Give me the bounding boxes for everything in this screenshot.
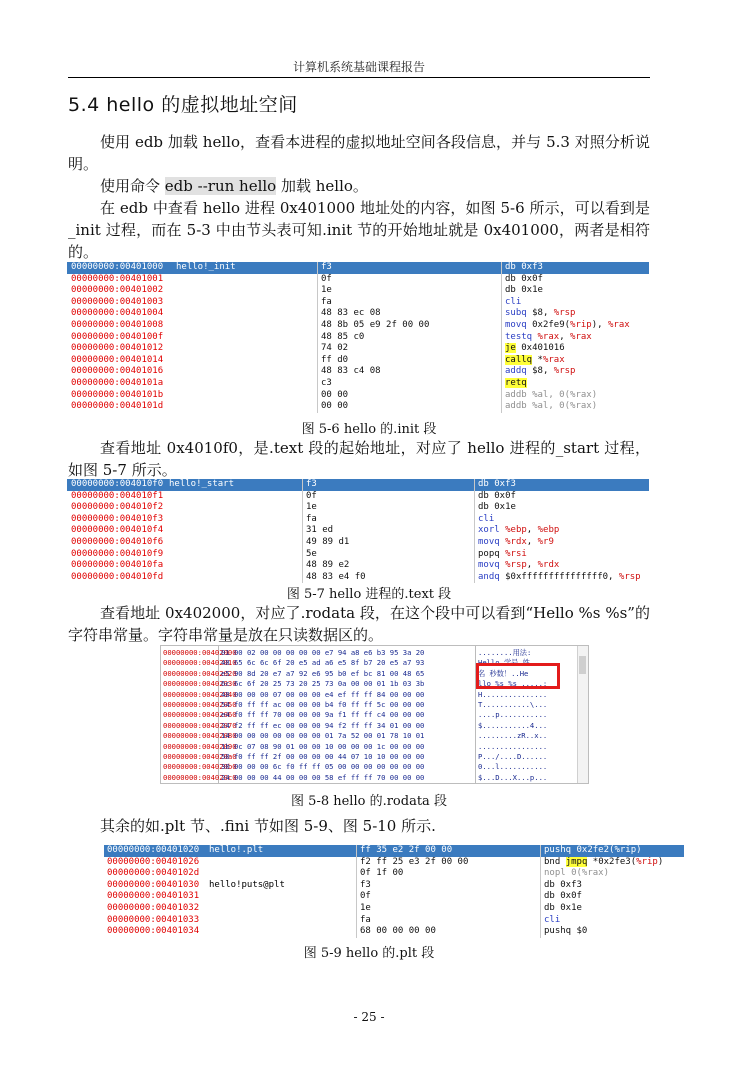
caption-fig-5-8: 图 5-8 hello 的.rodata 段 (291, 794, 447, 809)
instruction-cell (478, 502, 516, 514)
bytes-cell: fa (321, 296, 332, 307)
instruction-token: cli (478, 513, 495, 524)
caption-fig-5-7: 图 5-7 hello 进程的.text 段 (286, 587, 452, 602)
section-title: 5.4 hello 的虚拟地址空间 (68, 94, 298, 116)
bytes-cell: 49 89 d1 (306, 536, 350, 547)
instruction-token: db 0x1e (544, 902, 582, 913)
hex-address: 00000000:00402060 (163, 710, 237, 720)
address-cell: 00000000:00401001 (71, 273, 164, 284)
hexdump-row[interactable] (161, 773, 581, 783)
hex-bytes: 50 f0 ff ff 2f 00 00 00 00 44 07 10 10 00 00 00 (221, 752, 425, 761)
instruction-cell (505, 355, 565, 367)
hexdump-row[interactable] (161, 690, 581, 700)
hex-ascii: H............... (478, 689, 548, 699)
paragraph-other: 其余的如.plt 节、.fini 节如图 5-9、图 5-10 所示. (100, 817, 436, 835)
bytes-cell: 1e (306, 502, 317, 513)
disasm-row[interactable] (67, 320, 649, 332)
disasm-row[interactable] (67, 297, 649, 309)
instruction-token: %ebp (537, 525, 560, 536)
address-cell: 00000000:004010f2 (71, 502, 164, 513)
hexdump-row[interactable] (161, 752, 581, 762)
paragraph-rodata: 查看地址 0x402000，对应了.rodata 段，在这个段中可以看到“Hello %s %s”的字符串常量。字符串常量是放在只读数据区的。 (68, 604, 650, 644)
header-rule (68, 77, 650, 78)
instruction-token: db 0x0f (505, 273, 543, 284)
bytes-cell: f2 ff 25 e3 2f 00 00 (360, 856, 469, 867)
instruction-token: *0x2fe3( (587, 856, 637, 867)
address-cell: 00000000:00401000 (71, 262, 164, 272)
instruction-token: addb %al, 0(%rax) (505, 401, 598, 412)
instruction-token: subq (505, 308, 527, 319)
disasm-row[interactable] (104, 868, 684, 880)
bytes-cell: 48 83 c4 08 (321, 366, 381, 377)
instruction-token: movq (505, 319, 527, 330)
bytes-cell: 1e (360, 902, 371, 913)
instruction-token: 0x401016 (515, 343, 565, 354)
instruction-token: nopl 0(%rax) (544, 868, 610, 879)
hex-bytes: 24 f2 ff ff ec 00 00 00 94 f2 ff ff 34 01 00 00 (221, 720, 425, 730)
address-cell: 00000000:0040101b (71, 389, 164, 400)
bytes-cell: 48 83 ec 08 (321, 308, 381, 319)
address-cell: 00000000:00401030 (107, 879, 200, 890)
hex-ascii: T...........\... (478, 700, 548, 709)
address-cell: 00000000:004010f9 (71, 548, 164, 559)
instruction-cell (544, 915, 560, 927)
hex-ascii: ....p........... (478, 710, 548, 720)
hex-ascii: P.../....D...... (478, 752, 548, 761)
instruction-token: %rsp (505, 560, 527, 571)
disasm-row[interactable] (67, 262, 649, 274)
init-disassembly (67, 262, 649, 413)
hex-bytes: 1b 0c 07 08 90 01 00 00 10 00 00 00 1c 00 00 00 (221, 741, 425, 751)
hex-bytes: 6c 6c 6f 20 25 73 20 25 73 0a 00 00 01 1b 03 3b (221, 679, 425, 689)
instruction-token: popq (478, 548, 500, 559)
address-cell: 00000000:00401032 (107, 902, 200, 913)
instruction-token: pushq 0x2fe2(%rip) (544, 845, 642, 855)
disasm-row[interactable] (104, 891, 684, 903)
hex-bytes: 54 f0 ff ff ac 00 00 00 b4 f0 ff ff 5c 00 00 00 (221, 700, 425, 709)
address-cell: 00000000:004010f3 (71, 513, 164, 524)
hex-ascii: $...........4... (478, 720, 548, 730)
instruction-token: * (532, 354, 543, 365)
instruction-cell (478, 514, 494, 526)
address-cell: 00000000:004010fd (71, 571, 164, 582)
symbol-label: hello!_start (169, 479, 235, 489)
hexdump-row[interactable] (161, 710, 581, 720)
hex-address: 00000000:00402020 (163, 668, 237, 678)
instruction-token: db 0x0f (544, 891, 582, 902)
bytes-cell: 0f (306, 490, 317, 501)
instruction-cell (478, 491, 516, 503)
caption-fig-5-9: 图 5-9 hello 的.plt 段 (303, 946, 435, 961)
symbol-label: hello!.plt (209, 845, 264, 855)
hex-ascii: Hello 学号 姓 (478, 658, 530, 668)
instruction-cell (544, 868, 609, 880)
address-cell: 00000000:00401034 (107, 926, 200, 937)
instruction-token: %rax (537, 331, 560, 342)
address-cell: 00000000:004010f1 (71, 490, 164, 501)
hexdump-row[interactable] (161, 721, 581, 731)
instruction-cell (505, 297, 521, 309)
instruction-token: db 0x0f (478, 490, 516, 501)
instruction-token: callq (505, 354, 533, 365)
instruction-token: %rsp (553, 308, 576, 319)
address-cell: 00000000:00401002 (71, 285, 164, 296)
hex-bytes: 24 00 00 00 44 00 00 00 58 ef ff ff 70 00 00 00 (221, 772, 425, 782)
instruction-cell (505, 308, 575, 320)
bytes-cell: c3 (321, 377, 332, 388)
disasm-row[interactable] (67, 502, 649, 514)
hex-address: 00000000:00402000 (163, 648, 237, 657)
instruction-cell (505, 390, 597, 402)
instruction-cell (505, 366, 575, 378)
hex-bytes: 48 00 00 00 07 00 00 00 e4 ef ff ff 84 00 00 00 (221, 689, 425, 699)
bytes-cell: f3 (360, 879, 371, 890)
page-number: - 25 - (353, 1010, 385, 1024)
disasm-row[interactable] (104, 915, 684, 927)
disasm-row[interactable] (67, 332, 649, 344)
instruction-token: cli (544, 914, 561, 925)
address-cell: 00000000:0040102d (107, 868, 200, 879)
hex-address: 00000000:00402070 (163, 720, 237, 730)
hex-bytes: 01 00 02 00 00 00 00 00 e7 94 a8 e6 b3 95 3a 20 (221, 648, 425, 657)
instruction-token: , (526, 560, 538, 571)
hex-address: 00000000:00402010 (163, 658, 237, 668)
instruction-token: andq (478, 571, 500, 582)
address-cell: 00000000:004010f6 (71, 536, 164, 547)
instruction-token: pushq $0 (544, 926, 588, 937)
instruction-token: %rax (542, 354, 565, 365)
bytes-cell: ff 35 e2 2f 00 00 (360, 845, 453, 855)
disasm-row[interactable] (67, 355, 649, 367)
bytes-cell: 31 ed (306, 525, 334, 536)
bytes-cell: 48 83 e4 f0 (306, 571, 366, 582)
instruction-token: %rax (570, 331, 592, 342)
hex-bytes: e5 90 8d 20 e7 a7 92 e6 95 b0 ef bc 81 00 48 65 (221, 668, 425, 678)
instruction-token: je (505, 343, 516, 354)
bytes-cell: 0f (321, 273, 332, 284)
instruction-token: addb %al, 0(%rax) (505, 389, 598, 400)
column-separator (474, 479, 475, 583)
running-header: 计算机系统基础课程报告 (292, 60, 425, 74)
hex-address: 00000000:004020b0 (163, 762, 237, 772)
hexdump-row[interactable] (161, 731, 581, 741)
paragraph-text: 查看地址 0x4010f0，是.text 段的起始地址，对应了 hello 进程的_start 过程，如图 5-7 所示。 (68, 439, 650, 479)
address-cell: 00000000:004010f4 (71, 525, 164, 536)
instruction-token: cli (505, 296, 522, 307)
address-cell: 00000000:00401020 (107, 845, 200, 855)
instruction-token: %rsp (553, 366, 576, 377)
command-prefix: 使用命令 (100, 177, 165, 195)
column-separator (302, 479, 303, 583)
instruction-token: %rip (570, 319, 592, 330)
address-cell: 00000000:0040101d (71, 401, 164, 412)
instruction-token: , (526, 536, 538, 547)
address-cell: 00000000:004010f0 (71, 479, 164, 489)
instruction-token: bnd (544, 856, 566, 867)
instruction-cell (544, 857, 663, 869)
address-cell: 00000000:004010fa (71, 560, 164, 571)
address-cell: 00000000:00401008 (71, 319, 164, 330)
instruction-cell (478, 479, 516, 491)
hex-address: 00000000:004020a0 (163, 752, 237, 761)
hex-ascii: llo %s %s .....; (478, 679, 548, 689)
bytes-cell: f3 (306, 479, 317, 489)
disasm-row[interactable] (67, 274, 649, 286)
instruction-token: xorl (478, 525, 500, 536)
instruction-token: %rax (608, 319, 630, 330)
instruction-cell (505, 343, 565, 355)
disasm-row[interactable] (67, 560, 649, 572)
instruction-token: db 0xf3 (505, 262, 543, 272)
hex-ascii: ................ (478, 741, 548, 751)
address-cell: 00000000:00401016 (71, 366, 164, 377)
disasm-row[interactable] (67, 285, 649, 297)
instruction-cell (505, 285, 543, 297)
disasm-row[interactable] (67, 549, 649, 561)
caption-fig-5-6: 图 5-6 hello 的.init 段 (301, 422, 437, 437)
address-cell: 00000000:00401012 (71, 343, 164, 354)
hex-ascii: 0...l........... (478, 762, 548, 772)
instruction-cell (478, 560, 559, 572)
instruction-token: ), (591, 319, 608, 330)
instruction-token: jmpq (565, 856, 588, 867)
instruction-cell (505, 262, 543, 274)
hex-address: 00000000:00402040 (163, 689, 237, 699)
disasm-row[interactable] (67, 525, 649, 537)
instruction-token: testq (505, 331, 533, 342)
bytes-cell: fa (360, 914, 371, 925)
paragraph-init: 在 edb 中查看 hello 进程 0x401000 地址处的内容，如图 5-6 所示，可以看到是_init 过程，而在 5-3 中由节头表可知.init 节的开始地址就是 0x401000，两者是相符的。 (68, 199, 650, 261)
instruction-token: %rdx (505, 536, 527, 547)
hexdump-row[interactable] (161, 700, 581, 710)
bytes-cell: 68 00 00 00 00 (360, 926, 436, 937)
instruction-cell (544, 926, 587, 938)
instruction-token: $8, (526, 308, 554, 319)
disasm-row[interactable] (67, 366, 649, 378)
instruction-token: ) (657, 856, 664, 867)
address-cell: 00000000:00401031 (107, 891, 200, 902)
instruction-token: , (526, 525, 538, 536)
disasm-row[interactable] (104, 857, 684, 869)
hex-bytes: e4 f0 ff ff 70 00 00 00 9a f1 ff ff c4 00 00 00 (221, 710, 425, 720)
bytes-cell: 00 00 (321, 389, 349, 400)
instruction-cell (505, 401, 597, 413)
address-cell: 00000000:00401033 (107, 914, 200, 925)
disasm-row[interactable] (67, 514, 649, 526)
hex-ascii: .........zR..x.. (478, 731, 548, 741)
instruction-token: movq (478, 536, 500, 547)
paragraph-intro: 使用 edb 加载 hello，查看本进程的虚拟地址空间各段信息，并与 5.3 对照分析说明。 (68, 133, 650, 173)
instruction-cell (478, 525, 559, 537)
hex-address: 00000000:004020c0 (163, 772, 237, 782)
instruction-cell (478, 549, 527, 561)
instruction-token: db 0x1e (478, 502, 516, 513)
instruction-cell (544, 903, 582, 915)
hex-ascii: $...D...X...p... (478, 772, 548, 782)
instruction-cell (544, 880, 582, 892)
instruction-token: %rdx (537, 560, 560, 571)
disasm-row[interactable] (104, 880, 684, 892)
instruction-token: %r9 (537, 536, 554, 547)
instruction-token: addq (505, 366, 527, 377)
hex-address: 00000000:00402050 (163, 700, 237, 709)
instruction-cell (505, 332, 592, 344)
hex-address: 00000000:00402080 (163, 731, 237, 741)
instruction-token: %rsp (618, 571, 641, 582)
disasm-row[interactable] (67, 401, 649, 413)
command-text: edb --run hello (164, 177, 277, 195)
bytes-cell: ff d0 (321, 354, 349, 365)
text-disassembly (67, 479, 649, 583)
bytes-cell: 1e (321, 285, 332, 296)
command-suffix: 加载 hello。 (276, 177, 368, 195)
instruction-token: db 0xf3 (544, 879, 582, 890)
address-cell: 00000000:0040101a (71, 377, 164, 388)
instruction-token: $8, (526, 366, 554, 377)
hex-bytes: 48 65 6c 6c 6f 20 e5 ad a6 e5 8f b7 20 e5 a7 93 (221, 658, 425, 668)
hex-ascii: ........用法: (478, 648, 532, 657)
address-cell: 00000000:00401004 (71, 308, 164, 319)
instruction-token: db 0x1e (505, 285, 543, 296)
bytes-cell: f3 (321, 262, 332, 272)
bytes-cell: 74 02 (321, 343, 349, 354)
disasm-row[interactable] (104, 845, 684, 857)
disasm-row[interactable] (67, 378, 649, 390)
disasm-row[interactable] (104, 903, 684, 915)
instruction-cell (478, 537, 554, 549)
disasm-row[interactable] (104, 926, 684, 938)
bytes-cell: 0f 1f 00 (360, 868, 404, 879)
address-cell: 00000000:00401026 (107, 856, 200, 867)
instruction-cell (505, 378, 527, 390)
hexdump-row[interactable] (161, 762, 581, 772)
instruction-token: db 0xf3 (478, 479, 516, 489)
bytes-cell: 48 89 e2 (306, 560, 350, 571)
address-cell: 00000000:0040100f (71, 331, 164, 342)
symbol-label: hello!_init (176, 262, 236, 272)
bytes-cell: 5e (306, 548, 317, 559)
disasm-row[interactable] (67, 479, 649, 491)
instruction-cell (478, 572, 641, 584)
hexdump-row[interactable] (161, 742, 581, 752)
instruction-token: retq (505, 377, 527, 388)
highlight-box (476, 663, 560, 689)
column-separator (501, 262, 502, 413)
hex-address: 00000000:00402030 (163, 679, 237, 689)
hex-bytes: 30 00 00 00 6c f0 ff ff 05 00 00 00 00 00 00 00 (221, 762, 425, 772)
column-separator (317, 262, 318, 413)
symbol-label: hello!puts@plt (209, 879, 285, 890)
address-cell: 00000000:00401003 (71, 296, 164, 307)
paragraph-command (68, 175, 650, 197)
column-separator (540, 845, 541, 938)
disasm-row[interactable] (67, 491, 649, 503)
instruction-token: , (559, 331, 571, 342)
instruction-token: %ebp (505, 525, 527, 536)
address-cell: 00000000:00401014 (71, 354, 164, 365)
instruction-cell (505, 274, 543, 286)
instruction-token: movq (478, 560, 500, 571)
instruction-token: $0xfffffffffffffff0, (499, 571, 619, 582)
disasm-row[interactable] (67, 343, 649, 355)
instruction-cell (544, 845, 642, 857)
column-separator (356, 845, 357, 938)
instruction-token: 0x2fe9( (526, 319, 571, 330)
hexdump-row[interactable] (161, 648, 581, 658)
bytes-cell: fa (306, 513, 317, 524)
hex-address: 00000000:00402090 (163, 741, 237, 751)
hex-bytes: 14 00 00 00 00 00 00 00 01 7a 52 00 01 78 10 01 (221, 731, 425, 741)
bytes-cell: 0f (360, 891, 371, 902)
disasm-row[interactable] (67, 572, 649, 584)
bytes-cell: 48 8b 05 e9 2f 00 00 (321, 319, 430, 330)
instruction-cell (544, 891, 582, 903)
plt-disassembly (104, 845, 684, 938)
disasm-row[interactable] (67, 308, 649, 320)
bytes-cell: 48 85 c0 (321, 331, 365, 342)
instruction-token: %rip (636, 856, 658, 867)
instruction-cell (505, 320, 630, 332)
disasm-row[interactable] (67, 537, 649, 549)
bytes-cell: 00 00 (321, 401, 349, 412)
disasm-row[interactable] (67, 390, 649, 402)
instruction-token: %rsi (505, 548, 527, 559)
hex-ascii: 名 秒数！..He (478, 668, 529, 678)
